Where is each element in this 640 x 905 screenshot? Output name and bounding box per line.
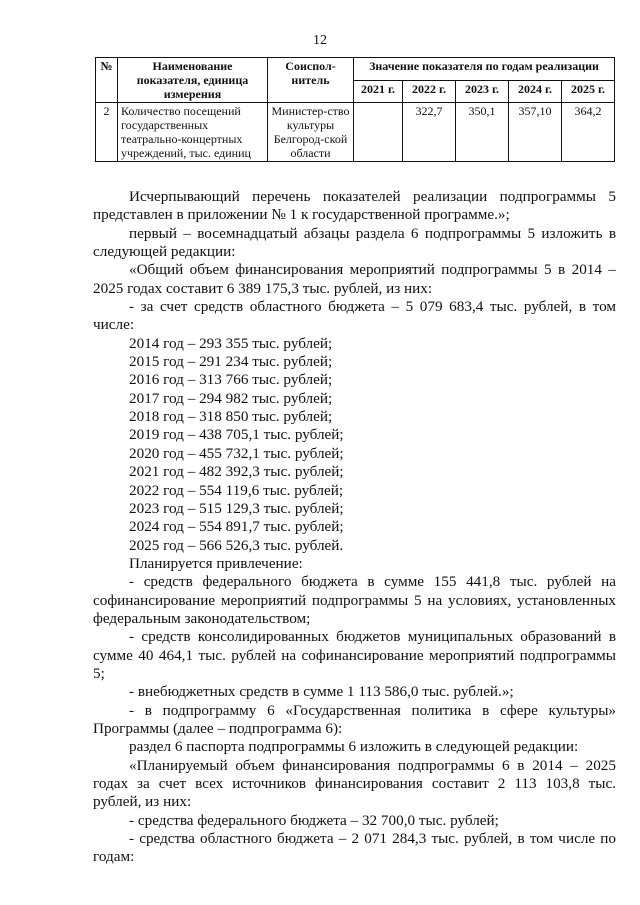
funding-year-line: 2020 год – 455 732,1 тыс. рублей; — [129, 444, 344, 462]
funding-year-line: 2025 год – 566 526,3 тыс. рублей. — [129, 536, 344, 554]
funding-year-line: 2024 год – 554 891,7 тыс. рублей; — [129, 518, 344, 536]
document-body — [93, 188, 616, 867]
header-year: 2022 г. — [403, 80, 456, 103]
paragraph: «Планируемый объем финансирования подпрограммы 6 в 2014 – 2025 годах за счет всех источников финансирования составит 2 113 103,8 тыс. рублей, из них: — [93, 756, 616, 811]
funding-year-line: 2019 год – 438 705,1 тыс. рублей; — [129, 426, 344, 444]
funding-year-line: 2014 год – 293 355 тыс. рублей; — [129, 334, 333, 352]
header-name: Наименование показателя, единица измерения — [118, 58, 268, 103]
row-value-2024: 357,10 — [509, 103, 562, 162]
paragraph: Планируется привлечение: — [129, 554, 303, 572]
row-name: Количество посещений государственных театрально-концертных учреждений, тыс. единиц — [118, 103, 268, 162]
funding-year-line: 2018 год – 318 850 тыс. рублей; — [129, 408, 333, 426]
paragraph: - средства федерального бюджета – 32 700,0 тыс. рублей; — [129, 811, 499, 829]
paragraph: - за счет средств областного бюджета – 5 079 683,4 тыс. рублей, в том числе: — [93, 298, 616, 334]
header-years-group: Значение показателя по годам реализации — [354, 58, 615, 81]
header-year: 2021 г. — [354, 80, 403, 103]
header-year: 2025 г. — [562, 80, 615, 103]
row-value-2021 — [354, 103, 403, 162]
paragraph: - в подпрограмму 6 «Государственная политика в сфере культуры» Программы (далее – подпрограмма 6): — [93, 701, 616, 737]
funding-year-line: 2016 год – 313 766 тыс. рублей; — [129, 371, 333, 389]
paragraph: Исчерпывающий перечень показателей реализации подпрограммы 5 представлен в приложении № 1 к государственной программе.»; — [93, 188, 616, 224]
row-value-2022: 322,7 — [403, 103, 456, 162]
paragraph: - средства областного бюджета – 2 071 284,3 тыс. рублей, в том числе по годам: — [93, 830, 616, 866]
funding-year-line: 2015 год – 291 234 тыс. рублей; — [129, 353, 333, 371]
funding-year-line: 2022 год – 554 119,6 тыс. рублей; — [129, 481, 344, 499]
paragraph: - внебюджетных средств в сумме 1 113 586,0 тыс. рублей.»; — [129, 683, 514, 701]
header-executor: Соиспол-нитель — [268, 58, 354, 103]
funding-year-line: 2017 год – 294 982 тыс. рублей; — [129, 389, 333, 407]
paragraph: - средств консолидированных бюджетов муниципальных образований в сумме 40 464,1 тыс. рублей на софинансирование мероприятий подпрограммы 5; — [93, 628, 616, 682]
header-num: № — [96, 58, 118, 103]
page-number: 12 — [313, 33, 327, 48]
row-value-2023: 350,1 — [456, 103, 509, 162]
row-value-2025: 364,2 — [562, 103, 615, 162]
header-year: 2024 г. — [509, 80, 562, 103]
table-row — [96, 103, 615, 162]
paragraph: «Общий объем финансирования мероприятий подпрограммы 5 в 2014 – 2025 годах составит 6 389 175,3 тыс. рублей, из них: — [93, 261, 616, 297]
header-year: 2023 г. — [456, 80, 509, 103]
row-num: 2 — [96, 103, 118, 162]
funding-year-line: 2021 год – 482 392,3 тыс. рублей; — [129, 463, 344, 481]
funding-year-line: 2023 год – 515 129,3 тыс. рублей; — [129, 499, 344, 517]
paragraph: первый – восемнадцатый абзацы раздела 6 подпрограммы 5 изложить в следующей редакции: — [93, 224, 616, 261]
paragraph: - средств федерального бюджета в сумме 155 441,8 тыс. рублей на софинансирование мероприятий подпрограммы 5 на условиях, установленных федеральным законодательством; — [93, 573, 616, 627]
row-executor: Министер-ство культуры Белгород-ской области — [268, 103, 354, 162]
paragraph: раздел 6 паспорта подпрограммы 6 изложить в следующей редакции: — [129, 738, 579, 756]
indicators-table — [95, 57, 615, 162]
